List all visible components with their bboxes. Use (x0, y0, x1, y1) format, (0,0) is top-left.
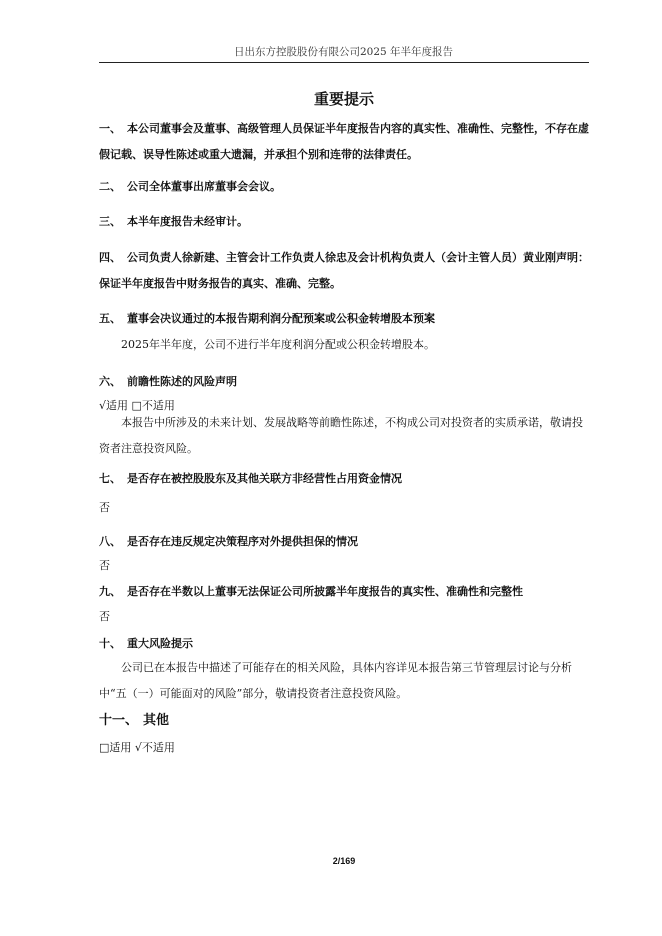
section-text: 是否存在半数以上董事无法保证公司所披露半年度报告的真实性、准确性和完整性 (127, 585, 523, 598)
section-10-heading (99, 631, 589, 657)
section-text: 其他 (143, 713, 170, 728)
section-10-body: 公司已在本报告中描述了可能存在的相关风险，具体内容详见本报告第三节管理层讨论与分析中“五（一）可能面对的风险”部分，敬请投资者注意投资风险。 (99, 661, 572, 700)
section-5-heading (99, 306, 589, 332)
section-5-body: 2025年半年度，公司不进行半年度利润分配或公积金转增股本。 (121, 338, 435, 351)
section-7-heading (99, 466, 589, 492)
header-divider (99, 62, 589, 63)
section-8-answer: 否 (99, 559, 110, 572)
section-number: 四、 (99, 251, 121, 264)
section-number: 五、 (99, 312, 121, 325)
section-text: 是否存在被控股股东及其他关联方非经营性占用资金情况 (127, 472, 402, 485)
section-text: 公司全体董事出席董事会会议。 (127, 180, 281, 193)
section-4 (99, 245, 589, 297)
section-number: 六、 (99, 375, 121, 388)
section-number: 一、 (99, 122, 121, 135)
section-text: 是否存在违反规定决策程序对外提供担保的情况 (127, 535, 358, 548)
section-8-heading (99, 529, 589, 555)
section-number: 九、 (99, 585, 121, 598)
section-7-answer: 否 (99, 501, 110, 514)
applicability-options: √适用 □不适用 (99, 399, 175, 412)
page-title: 重要提示 (313, 90, 374, 108)
section-6-body: 本报告中所涉及的未来计划、发展战略等前瞻性陈述，不构成公司对投资者的实质承诺，敬请投资者注意投资风险。 (99, 416, 583, 455)
section-number: 三、 (99, 215, 121, 228)
section-text: 前瞻性陈述的风险声明 (127, 375, 237, 388)
section-text: 重大风险提示 (127, 637, 193, 650)
section-text: 公司负责人徐新建、主管会计工作负责人徐忠及会计机构负责人（会计主管人员）黄业刚声明：保证半年度报告中财务报告的真实、准确、完整。 (99, 251, 589, 290)
section-text: 本公司董事会及董事、高级管理人员保证半年度报告内容的真实性、准确性、完整性，不存在虚假记载、误导性陈述或重大遗漏，并承担个别和连带的法律责任。 (99, 122, 589, 161)
section-1 (99, 116, 589, 168)
section-number: 十、 (99, 637, 121, 650)
section-number: 八、 (99, 535, 121, 548)
section-6-heading (99, 369, 589, 395)
page-number: 2/169 (332, 856, 356, 866)
section-3 (99, 209, 589, 235)
section-9-heading (99, 579, 589, 605)
section-2 (99, 174, 589, 200)
section-11-heading (99, 708, 589, 734)
section-number: 十一、 (99, 713, 139, 728)
section-number: 七、 (99, 472, 121, 485)
section-text: 本半年度报告未经审计。 (127, 215, 248, 228)
section-text: 董事会决议通过的本报告期利润分配预案或公积金转增股本预案 (127, 312, 435, 325)
section-9-answer: 否 (99, 610, 110, 623)
section-number: 二、 (99, 180, 121, 193)
running-header: 日出东方控股股份有限公司2025 年半年度报告 (233, 46, 454, 58)
applicability-options: □适用 √不适用 (99, 741, 175, 754)
